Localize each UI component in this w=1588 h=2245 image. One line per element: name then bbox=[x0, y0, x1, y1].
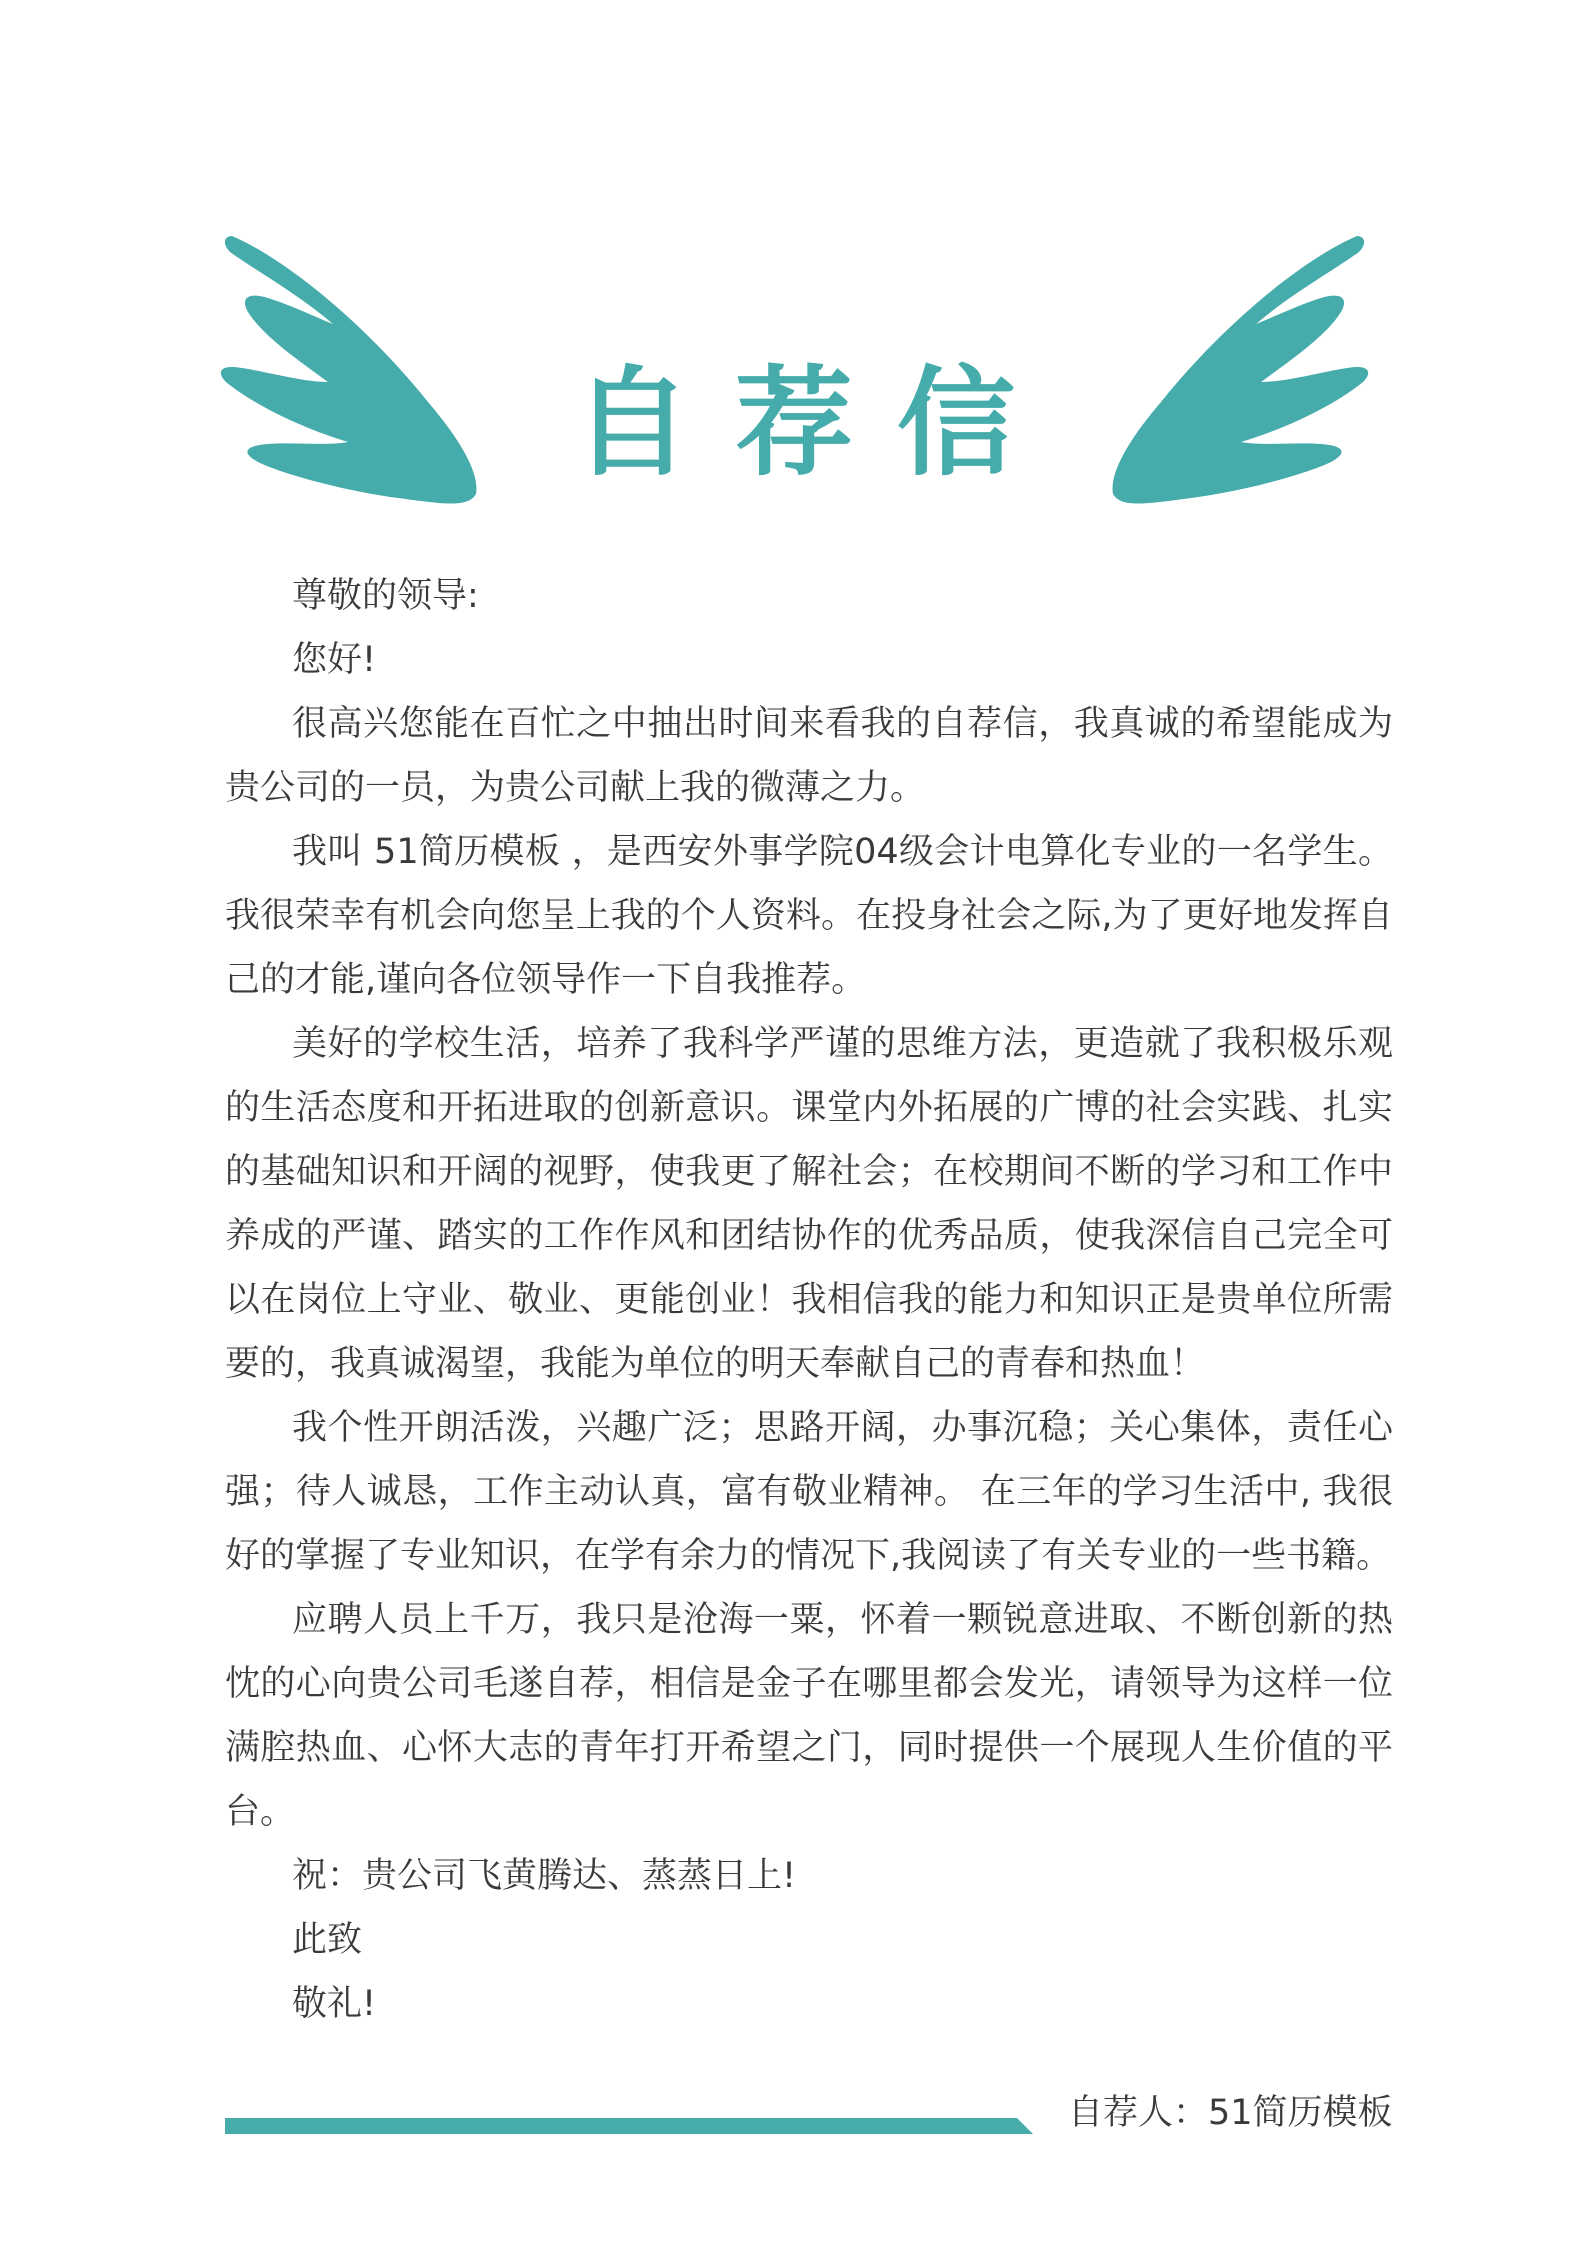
paragraph-intro: 很高兴您能在百忙之中抽出时间来看我的自荐信，我真诚的希望能成为贵公司的一员，为贵公司献上我的微薄之力。 bbox=[225, 704, 1393, 808]
signature: 自荐人：51简历模板 bbox=[1068, 2093, 1393, 2133]
paragraph-school-life: 美好的学校生活，培养了我科学严谨的思维方法，更造就了我积极乐观的生活态度和开拓进取的创新意识。课堂内外拓展的广博的社会实践、扎实的基础知识和开阔的视野，使我更了解社会；在校期间不断的学习和工作中养成的严谨、踏实的工作作风和团结协作的优秀品质，使我深信自己完全可以在岗位上守业、敬业、更能创业！我相信我的能力和知识正是贵单位所需要的，我真诚渴望，我能为单位的明天奉献自己的青春和热血！ bbox=[225, 1024, 1393, 1384]
page-title: 自荐信 bbox=[572, 354, 1059, 492]
wish-line: 祝：贵公司飞黄腾达、蒸蒸日上! bbox=[292, 1856, 797, 1896]
closing-line-1: 此致 bbox=[292, 1920, 363, 1960]
greeting: 您好! bbox=[292, 640, 377, 680]
closing-line-2: 敬礼! bbox=[292, 1984, 377, 2024]
header bbox=[0, 0, 1588, 520]
paragraph-personality: 我个性开朗活泼，兴趣广泛；思路开阔，办事沉稳；关心集体，责任心强；待人诚恳，工作主动认真，富有敬业精神。 在三年的学习生活中, 我很好的掌握了专业知识，在学有余力的情况下,我阅读了有关专业的一些书籍。 bbox=[225, 1408, 1393, 1576]
footer-divider bbox=[225, 2118, 1033, 2134]
paragraph-application: 应聘人员上千万，我只是沧海一粟，怀着一颗锐意进取、不断创新的热忱的心向贵公司毛遂自荐，相信是金子在哪里都会发光，请领导为这样一位满腔热血、心怀大志的青年打开希望之门，同时提供一个展现人生价值的平台。 bbox=[225, 1600, 1393, 1832]
letter-body bbox=[225, 564, 1393, 2036]
paragraph-self-introduction: 我叫 51简历模板 ，是西安外事学院04级会计电算化专业的一名学生。我很荣幸有机会向您呈上我的个人资料。在投身社会之际,为了更好地发挥自己的才能,谨向各位领导作一下自我推荐。 bbox=[225, 832, 1393, 1000]
salutation: 尊敬的领导: bbox=[292, 576, 479, 616]
right-wing-icon bbox=[1103, 232, 1371, 504]
